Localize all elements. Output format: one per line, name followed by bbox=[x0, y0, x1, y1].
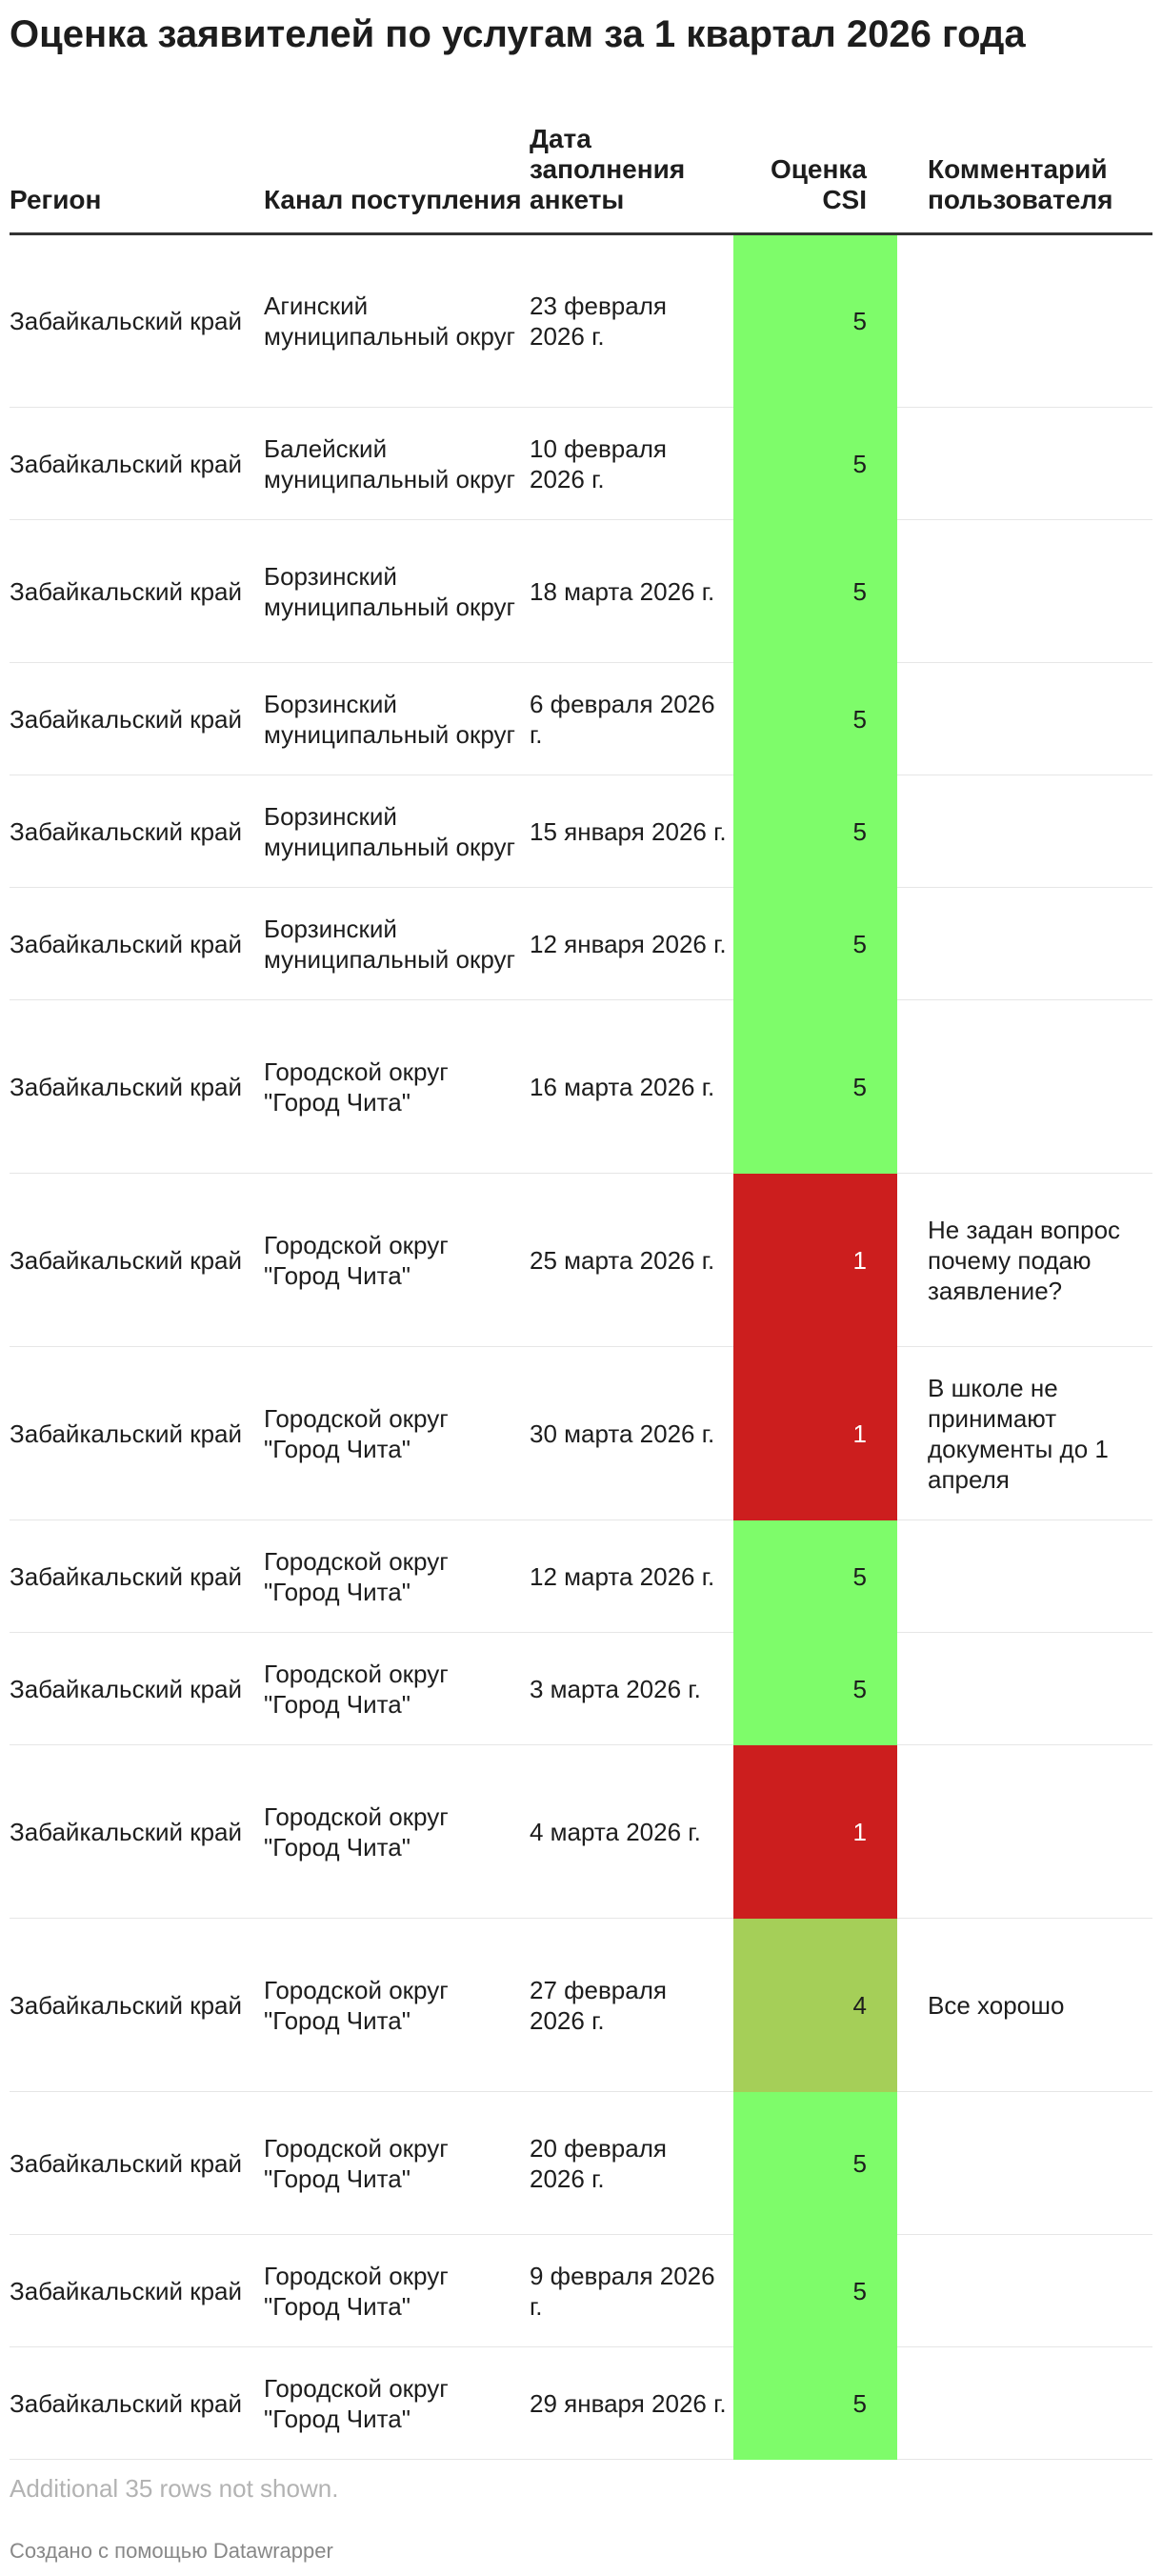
cell-comment: Все хорошо bbox=[897, 1919, 1152, 2092]
cell-channel: Городской округ "Город Чита" bbox=[264, 1520, 530, 1633]
cell-score: 5 bbox=[733, 1000, 897, 1174]
cell-channel: Агинский муниципальный округ bbox=[264, 234, 530, 408]
table-row bbox=[10, 888, 1152, 1000]
cell-score: 5 bbox=[733, 2347, 897, 2460]
cell-score: 4 bbox=[733, 1919, 897, 2092]
table-row bbox=[10, 2092, 1152, 2235]
cell-channel: Городской округ "Город Чита" bbox=[264, 1347, 530, 1520]
cell-score: 1 bbox=[733, 1347, 897, 1520]
cell-date: 30 марта 2026 г. bbox=[530, 1347, 733, 1520]
cell-date: 20 февраля 2026 г. bbox=[530, 2092, 733, 2235]
cell-score: 5 bbox=[733, 520, 897, 663]
cell-comment bbox=[897, 408, 1152, 520]
cell-comment bbox=[897, 1745, 1152, 1919]
column-header-date[interactable]: Дата заполнения анкеты bbox=[530, 95, 733, 234]
table-row bbox=[10, 2235, 1152, 2347]
cell-region: Забайкальский край bbox=[10, 1745, 264, 1919]
cell-region: Забайкальский край bbox=[10, 1633, 264, 1745]
data-table bbox=[10, 95, 1152, 2460]
cell-score: 5 bbox=[733, 888, 897, 1000]
cell-region: Забайкальский край bbox=[10, 2092, 264, 2235]
page-title: Оценка заявителей по услугам за 1 квартал 2026 года bbox=[10, 13, 1026, 55]
cell-score: 5 bbox=[733, 775, 897, 888]
cell-comment bbox=[897, 775, 1152, 888]
cell-comment: Не задан вопрос почему подаю заявление? bbox=[897, 1174, 1152, 1347]
cell-comment bbox=[897, 1520, 1152, 1633]
table-row bbox=[10, 1520, 1152, 1633]
hidden-rows-note: Additional 35 rows not shown. bbox=[10, 2474, 339, 2503]
cell-channel: Борзинский муниципальный округ bbox=[264, 520, 530, 663]
table-row bbox=[10, 1174, 1152, 1347]
table-row bbox=[10, 234, 1152, 408]
cell-channel: Городской округ "Город Чита" bbox=[264, 1919, 530, 2092]
cell-date: 4 марта 2026 г. bbox=[530, 1745, 733, 1919]
cell-comment bbox=[897, 1000, 1152, 1174]
column-header-score[interactable]: Оценка CSI bbox=[733, 95, 897, 234]
cell-region: Забайкальский край bbox=[10, 1000, 264, 1174]
cell-comment bbox=[897, 520, 1152, 663]
table-row bbox=[10, 408, 1152, 520]
cell-date: 3 марта 2026 г. bbox=[530, 1633, 733, 1745]
cell-region: Забайкальский край bbox=[10, 1347, 264, 1520]
table-row bbox=[10, 2347, 1152, 2460]
column-header-channel[interactable]: Канал поступления bbox=[264, 95, 530, 234]
cell-channel: Городской округ "Город Чита" bbox=[264, 2347, 530, 2460]
column-header-comment[interactable]: Комментарий пользователя bbox=[897, 95, 1152, 234]
cell-region: Забайкальский край bbox=[10, 1174, 264, 1347]
cell-channel: Городской округ "Город Чита" bbox=[264, 2092, 530, 2235]
cell-date: 23 февраля 2026 г. bbox=[530, 234, 733, 408]
cell-score: 1 bbox=[733, 1174, 897, 1347]
cell-date: 10 февраля 2026 г. bbox=[530, 408, 733, 520]
cell-comment bbox=[897, 234, 1152, 408]
table-row bbox=[10, 1633, 1152, 1745]
cell-score: 5 bbox=[733, 1633, 897, 1745]
cell-date: 25 марта 2026 г. bbox=[530, 1174, 733, 1347]
cell-region: Забайкальский край bbox=[10, 888, 264, 1000]
cell-date: 15 января 2026 г. bbox=[530, 775, 733, 888]
cell-comment: В школе не принимают документы до 1 апреля bbox=[897, 1347, 1152, 1520]
credit-line: Создано с помощью Datawrapper bbox=[10, 2539, 333, 2563]
cell-channel: Борзинский муниципальный округ bbox=[264, 888, 530, 1000]
cell-score: 1 bbox=[733, 1745, 897, 1919]
cell-region: Забайкальский край bbox=[10, 408, 264, 520]
cell-region: Забайкальский край bbox=[10, 2235, 264, 2347]
cell-score: 5 bbox=[733, 2235, 897, 2347]
cell-region: Забайкальский край bbox=[10, 520, 264, 663]
cell-region: Забайкальский край bbox=[10, 775, 264, 888]
cell-score: 5 bbox=[733, 1520, 897, 1633]
cell-date: 12 января 2026 г. bbox=[530, 888, 733, 1000]
cell-channel: Городской округ "Город Чита" bbox=[264, 1000, 530, 1174]
cell-channel: Городской округ "Город Чита" bbox=[264, 2235, 530, 2347]
table-header-row bbox=[10, 95, 1152, 234]
cell-region: Забайкальский край bbox=[10, 1919, 264, 2092]
cell-comment bbox=[897, 2347, 1152, 2460]
cell-comment bbox=[897, 2235, 1152, 2347]
cell-channel: Городской округ "Город Чита" bbox=[264, 1745, 530, 1919]
cell-date: 27 февраля 2026 г. bbox=[530, 1919, 733, 2092]
table-row bbox=[10, 520, 1152, 663]
cell-date: 18 марта 2026 г. bbox=[530, 520, 733, 663]
cell-score: 5 bbox=[733, 408, 897, 520]
cell-region: Забайкальский край bbox=[10, 663, 264, 775]
cell-comment bbox=[897, 1633, 1152, 1745]
table-row bbox=[10, 663, 1152, 775]
table-row bbox=[10, 1745, 1152, 1919]
cell-date: 6 февраля 2026 г. bbox=[530, 663, 733, 775]
table-row bbox=[10, 1919, 1152, 2092]
cell-channel: Борзинский муниципальный округ bbox=[264, 775, 530, 888]
cell-comment bbox=[897, 663, 1152, 775]
cell-comment bbox=[897, 888, 1152, 1000]
cell-region: Забайкальский край bbox=[10, 1520, 264, 1633]
cell-channel: Борзинский муниципальный округ bbox=[264, 663, 530, 775]
cell-channel: Балейский муниципальный округ bbox=[264, 408, 530, 520]
table-row bbox=[10, 775, 1152, 888]
table-body bbox=[10, 234, 1152, 2460]
cell-channel: Городской округ "Город Чита" bbox=[264, 1633, 530, 1745]
cell-region: Забайкальский край bbox=[10, 234, 264, 408]
cell-comment bbox=[897, 2092, 1152, 2235]
cell-channel: Городской округ "Город Чита" bbox=[264, 1174, 530, 1347]
cell-score: 5 bbox=[733, 234, 897, 408]
cell-date: 16 марта 2026 г. bbox=[530, 1000, 733, 1174]
table-row bbox=[10, 1000, 1152, 1174]
cell-date: 29 января 2026 г. bbox=[530, 2347, 733, 2460]
cell-score: 5 bbox=[733, 663, 897, 775]
cell-region: Забайкальский край bbox=[10, 2347, 264, 2460]
column-header-region[interactable]: Регион bbox=[10, 95, 264, 234]
cell-date: 12 марта 2026 г. bbox=[530, 1520, 733, 1633]
cell-date: 9 февраля 2026 г. bbox=[530, 2235, 733, 2347]
cell-score: 5 bbox=[733, 2092, 897, 2235]
table-row bbox=[10, 1347, 1152, 1520]
